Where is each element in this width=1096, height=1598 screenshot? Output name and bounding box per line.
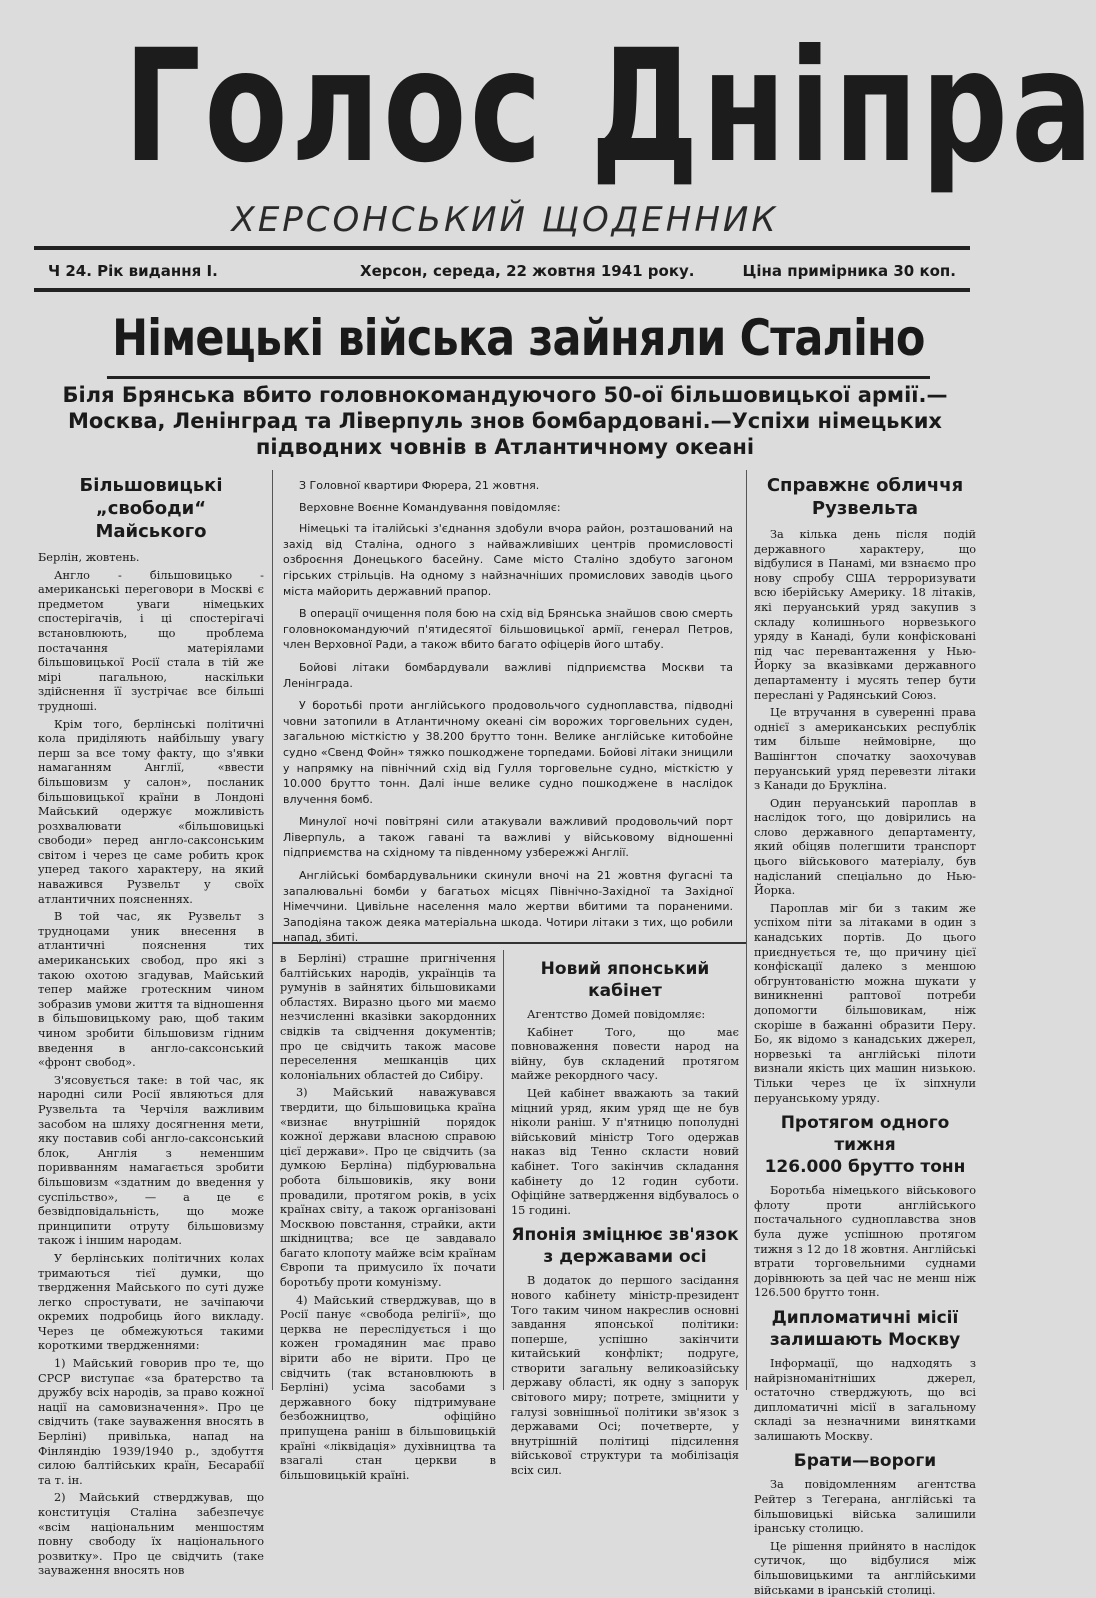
paragraph: 4) Майський стверджував, що в Росії панує «свобода релігії», що церква не переслідується і що кожен громадянин має право вірити або не вірити. Про це свідчить (так встановлюють в Берліні) усіма засобами з державного боку підтримуване безбожництво, офіційно припущена раніш в більшовицькій країні «ліквідація» духівництва та взагалі стан церкви в більшовицькій країні. — [280, 1293, 496, 1482]
paragraph: Цей кабінет вважають за такий міцний уряд, яким уряд ще не був ніколи раніш. У п'ятницю пополудні військовий міністр Того одержав наказ від Тенно скласти новий кабінет. Того закінчив складання кабінету до 12 годин суботи. Офіційне затвердження відбувалось о 15 годині. — [511, 1086, 739, 1217]
newspaper-title: Голос Дніпра — [123, 16, 1096, 197]
dateline: Берлін, жовтень. — [38, 551, 140, 564]
place-date: Херсон, середа, 22 жовтня 1941 року. — [360, 262, 695, 280]
paragraph: Англо - більшовицько - американські переговори в Москві є предметом уваги німецьких спостерігачів, і ці спостерігачі встановлюють, що проблема постачання матеріялами більшовицької Росії стала в тій же мірі пагальною, наскільки здійснення її зустрічає все більші трудноші. — [38, 568, 264, 713]
subhead-line: Біля Брянська вбито головнокомандуючого 50-ої більшовицької армії.— — [62, 383, 948, 407]
article-high-command-report — [283, 478, 733, 953]
right-column — [754, 472, 976, 1597]
article-title: Брати—вороги — [793, 1451, 937, 1472]
article-title: Дипломатичні місії залишають Москву — [769, 1307, 961, 1350]
paragraph: в Берліні) страшне пригнічення балтійських народів, українців та румунів в зайнятих більшовиками областях. Виразно цього ми маємо незчисленні вказівки закордонних свідків та свідчення документів; про це свідчить також масове переселення мешканців цих колоніальних областей до Сибіру. — [280, 952, 496, 1082]
paragraph: 3) Майський наважувався твердити, що більшовицька країна «визнає внутрішній порядок кожної держави власною справою цієї держави». Про це свідчить (за думкою Берліна) підбурювальна робота більшовиків, яку вони провадили, протягом років, в усіх країнах світу, а також організовані Москвою повстання, страйки, акти шкідництва; все це завдавало багато клопоту майже всім країнам Європи та примусило їх почати боротьбу проти комунізму. — [280, 1086, 496, 1290]
subhead-line: підводних човнів в Атлантичному океані — [255, 435, 755, 459]
paragraph: Англійські бомбардувальники скинули вночі на 21 жовтня фугасні та запалювальні бомби у багатьох місцях Північно-Західної та Західної Німеччини. Цивільне населення мало жертви вбитими та пораненими. Заподіяна також деяка матеріальна шкода. Чотири літаки з тих, що робили напад, збиті. — [283, 869, 733, 945]
japan-articles — [511, 952, 739, 1478]
main-headline — [40, 300, 970, 379]
paragraph: З'ясовується таке: в той час, як народні сили Росії являються для Рузвельта та Черчіля важливим засобом на шляху досягнення мети, яку поставив собі англо-саксонський блок, Англія з неменшим поривванням намагається зробити більшовизм «здатним до введення у суспільство», — а це є безвідповідальність, що може принципити отруту більшовизму також і іншим народам. — [38, 1073, 264, 1248]
article-title: Новий японський кабінет — [540, 959, 710, 1001]
paragraph: Інформації, що надходять з найрізноманітніших джерел, остаточно стверджують, що всі дипломатичні місії в загальному складі за незначними винятками залишають Москву. — [754, 1356, 976, 1443]
paragraph: Минулої ночі повітряні сили атакували важливий продовольчий порт Ліверпуль, а також гавані та важливі у військовому відношенні підприємства на східному та південному узбережжі Англії. — [283, 815, 733, 860]
article-title: Більшовицькі „свободи“ Майського — [79, 475, 223, 542]
paragraph: Це рішення прийнято в наслідок сутичок, що відбулися між більшовицькими та англійськими військами в іранській столиці. — [754, 1539, 976, 1597]
report-lead: Верховне Воєнне Командування повідомляє: — [299, 500, 561, 514]
subhead-line: Москва, Ленінград та Ліверпуль знов бомбардовані.—Успіхи німецьких — [68, 409, 942, 433]
masthead — [40, 12, 1096, 240]
article-continuation — [280, 952, 496, 1482]
paragraph: Боротьба німецького військового флоту проти англійського постачального судноплавства знов була дуже успішною протягом тижня з 12 до 18 жовтня. Англійські втрати торговельними суднами дорівнюють за цей час не менш ніж 126.500 брутто тонн. — [754, 1184, 976, 1300]
top-rule — [34, 246, 970, 250]
article-title: Японія зміцнює зв'язок з державами осі — [511, 1225, 739, 1268]
paragraph: За повідомленням агентства Рейтер з Тегерана, англійські та більшовицькі війська залишили іранську столицю. — [754, 1478, 976, 1536]
paragraph: Крім того, берлінські політичні кола приділяють найбільшу увагу перш за все тому факту, що з'явки намаганням Англії, «ввести більшовизм у салон», посланик більшовицької країни в Лондоні Майський одержує можливість розхвалювати «більшовицькі свободи» перед англо-саксонським світом і через це саме робить крок уперед такого характеру, на який наважився Рузвельт у своїх атлантичних поясненнях. — [38, 717, 264, 906]
subheadline — [40, 382, 970, 460]
article-title: Протягом одного тижня 126.000 брутто тонн — [764, 1113, 966, 1178]
article-bolshevik-freedoms — [38, 472, 264, 1578]
column-divider — [746, 470, 747, 1390]
paragraph: Бойові літаки бомбардували важливі підприємства Москви та Ленінграда. — [283, 660, 733, 690]
paragraph: У боротьбі проти англійського продовольчого судноплавства, підводні човни затопили в Атлантичному океані сім ворожих торговельних суден, загальною місткістю у 38.200 брутто тонн. Велике англійське китобойне судно «Свенд Фойн» тяжко пошкоджене торпедами. Бойові літаки знищили у напрямку на північний схід від Гулля торговельне судно, місткістю у 10.000 брутто тонн. Далі інше велике судно пошкоджене в наслідок влучення бомб. — [283, 699, 733, 806]
column-divider — [272, 470, 273, 1390]
paragraph: Це втручання в суверенні права однієї з американських республік тим більше неймовірне, що Вашінгтон спочатку заохочував перуанський уряд перевезти літаки з Канади до Брукліна. — [754, 706, 976, 793]
paragraph: Німецькі та італійські з'єднання здобули вчора район, розташований на захід від Сталіна, одного з найважливіших центрів промисловості озброєння Донецького басейну. Саме місто Сталіно здобуто загоном гірських стрільців. На одному з найзначніших промислових заводів цього міста майорить державний прапор. — [283, 522, 733, 598]
paragraph: В той час, як Рузвельт з трудноцами уник внесення в атлантичні пояснення тих американських свобод, про які з такою охотою згадував, Майський тепер майже гротескним чином зобразив умови життя та відношення в більшовицькому раю, щоб таким чином зробити більшовизм гідним введення в англо-саксонський «фронт свобод». — [38, 910, 264, 1070]
issue-number: Ч 24. Рік видання І. — [48, 262, 218, 280]
price: Ціна примірника 30 коп. — [742, 262, 956, 280]
column-divider — [503, 950, 504, 1390]
newspaper-subtitle: ХЕРСОНСЬКИЙ ЩОДЕННИК — [231, 200, 779, 240]
dateline: Агентство Домей повідомляє: — [527, 1008, 706, 1021]
article-title: Справжнє обличчя Рузвельта — [766, 475, 964, 519]
issue-info-line — [34, 258, 970, 286]
headline-text: Німецькі війська зайняли Сталіно — [107, 300, 930, 379]
paragraph: За кілька день після подій державного характеру, що відбулися в Панамі, ми взнаємо про нову спробу США терроризувати всю іберійську Америку. 18 літаків, які перуанський уряд закупив з складу колишнього норвезького уряду в Канаді, були конфісковані під час перевантаження у Нью-Йорку за вказівками державного департаменту і мусять тепер бути переслані у Радянський Союз. — [754, 528, 976, 702]
paragraph: В операції очищення поля бою на схід від Брянська знайшов свою смерть головнокомандуючий п'ятидесятої більшовицької армії, генерал Петров, член Верховної Ради, а також вбито багато офіцерів його штабу. — [283, 607, 733, 652]
paragraph: 2) Майський стверджував, що конституція Сталіна забезпечує «всім національним меншостям повну свободу їх національного розвитку». Про це свідчить (таке зауваження вносять нов — [38, 1491, 264, 1578]
paragraph: Один перуанський пароплав в наслідок того, що довірились на слово державного департаменту, який обіцяв полегшити транспорт цього військового матеріалу, був надісланий спеціально до Нью-Йорка. — [754, 796, 976, 898]
paragraph: 1) Майський говорив про те, що СРСР виступає «за братерство та дружбу всіх народів, за право кожної нації на самовизначення». Про це свідчить (таке зауваження вносять в Берліні) привілька, напад на Фінляндію 1939/1940 р., здобуття силою балтійських країн, Бесарабії та т. ін. — [38, 1357, 264, 1487]
info-bottom-rule — [34, 288, 970, 292]
paragraph: Кабінет Того, що має повноваження повести народ на війну, був складений протягом майже рекордного часу. — [511, 1025, 739, 1083]
paragraph: В додаток до першого засідання нового кабінету міністр-президент Того таким чином накреслив основні завдання японської політики: поперше, успішно закінчити китайський конфлікт; подруге, створити загальну великоазійську державу області, як одну з запорук світового миру; потрете, зміцнити у галузі зовнішньої політики зв'язок з державами Осі; почетверте, у внутрішній політиці підсилення військової структури та мобілізація всіх сил. — [511, 1274, 739, 1478]
report-dateline: З Головної квартири Фюрера, 21 жовтня. — [299, 479, 540, 492]
paragraph: Пароплав міг би з таким же успіхом піти за літаками в один з канадських портів. До цього приєднується те, що причину цієї конфіскації далеко з меншою обгрунтованістю можна шукати у виникненні раптової потреби допомогти більшовикам, ніж скоріше в бажанні образити Перу. Бо, як відомо з канадських джерел, норвезькі та англійські пілоти визнали якість цих машин низькою. Тільки через це їх зіпхнули перуанському уряду. — [754, 901, 976, 1105]
paragraph: У берлінських політичних колах тримаються тієї думки, що твердження Майського по суті дуже легко спростувати, не зачіпаючи окремих подробиць його викладу. Через це обмежуються такими короткими твердженнями: — [38, 1251, 264, 1353]
